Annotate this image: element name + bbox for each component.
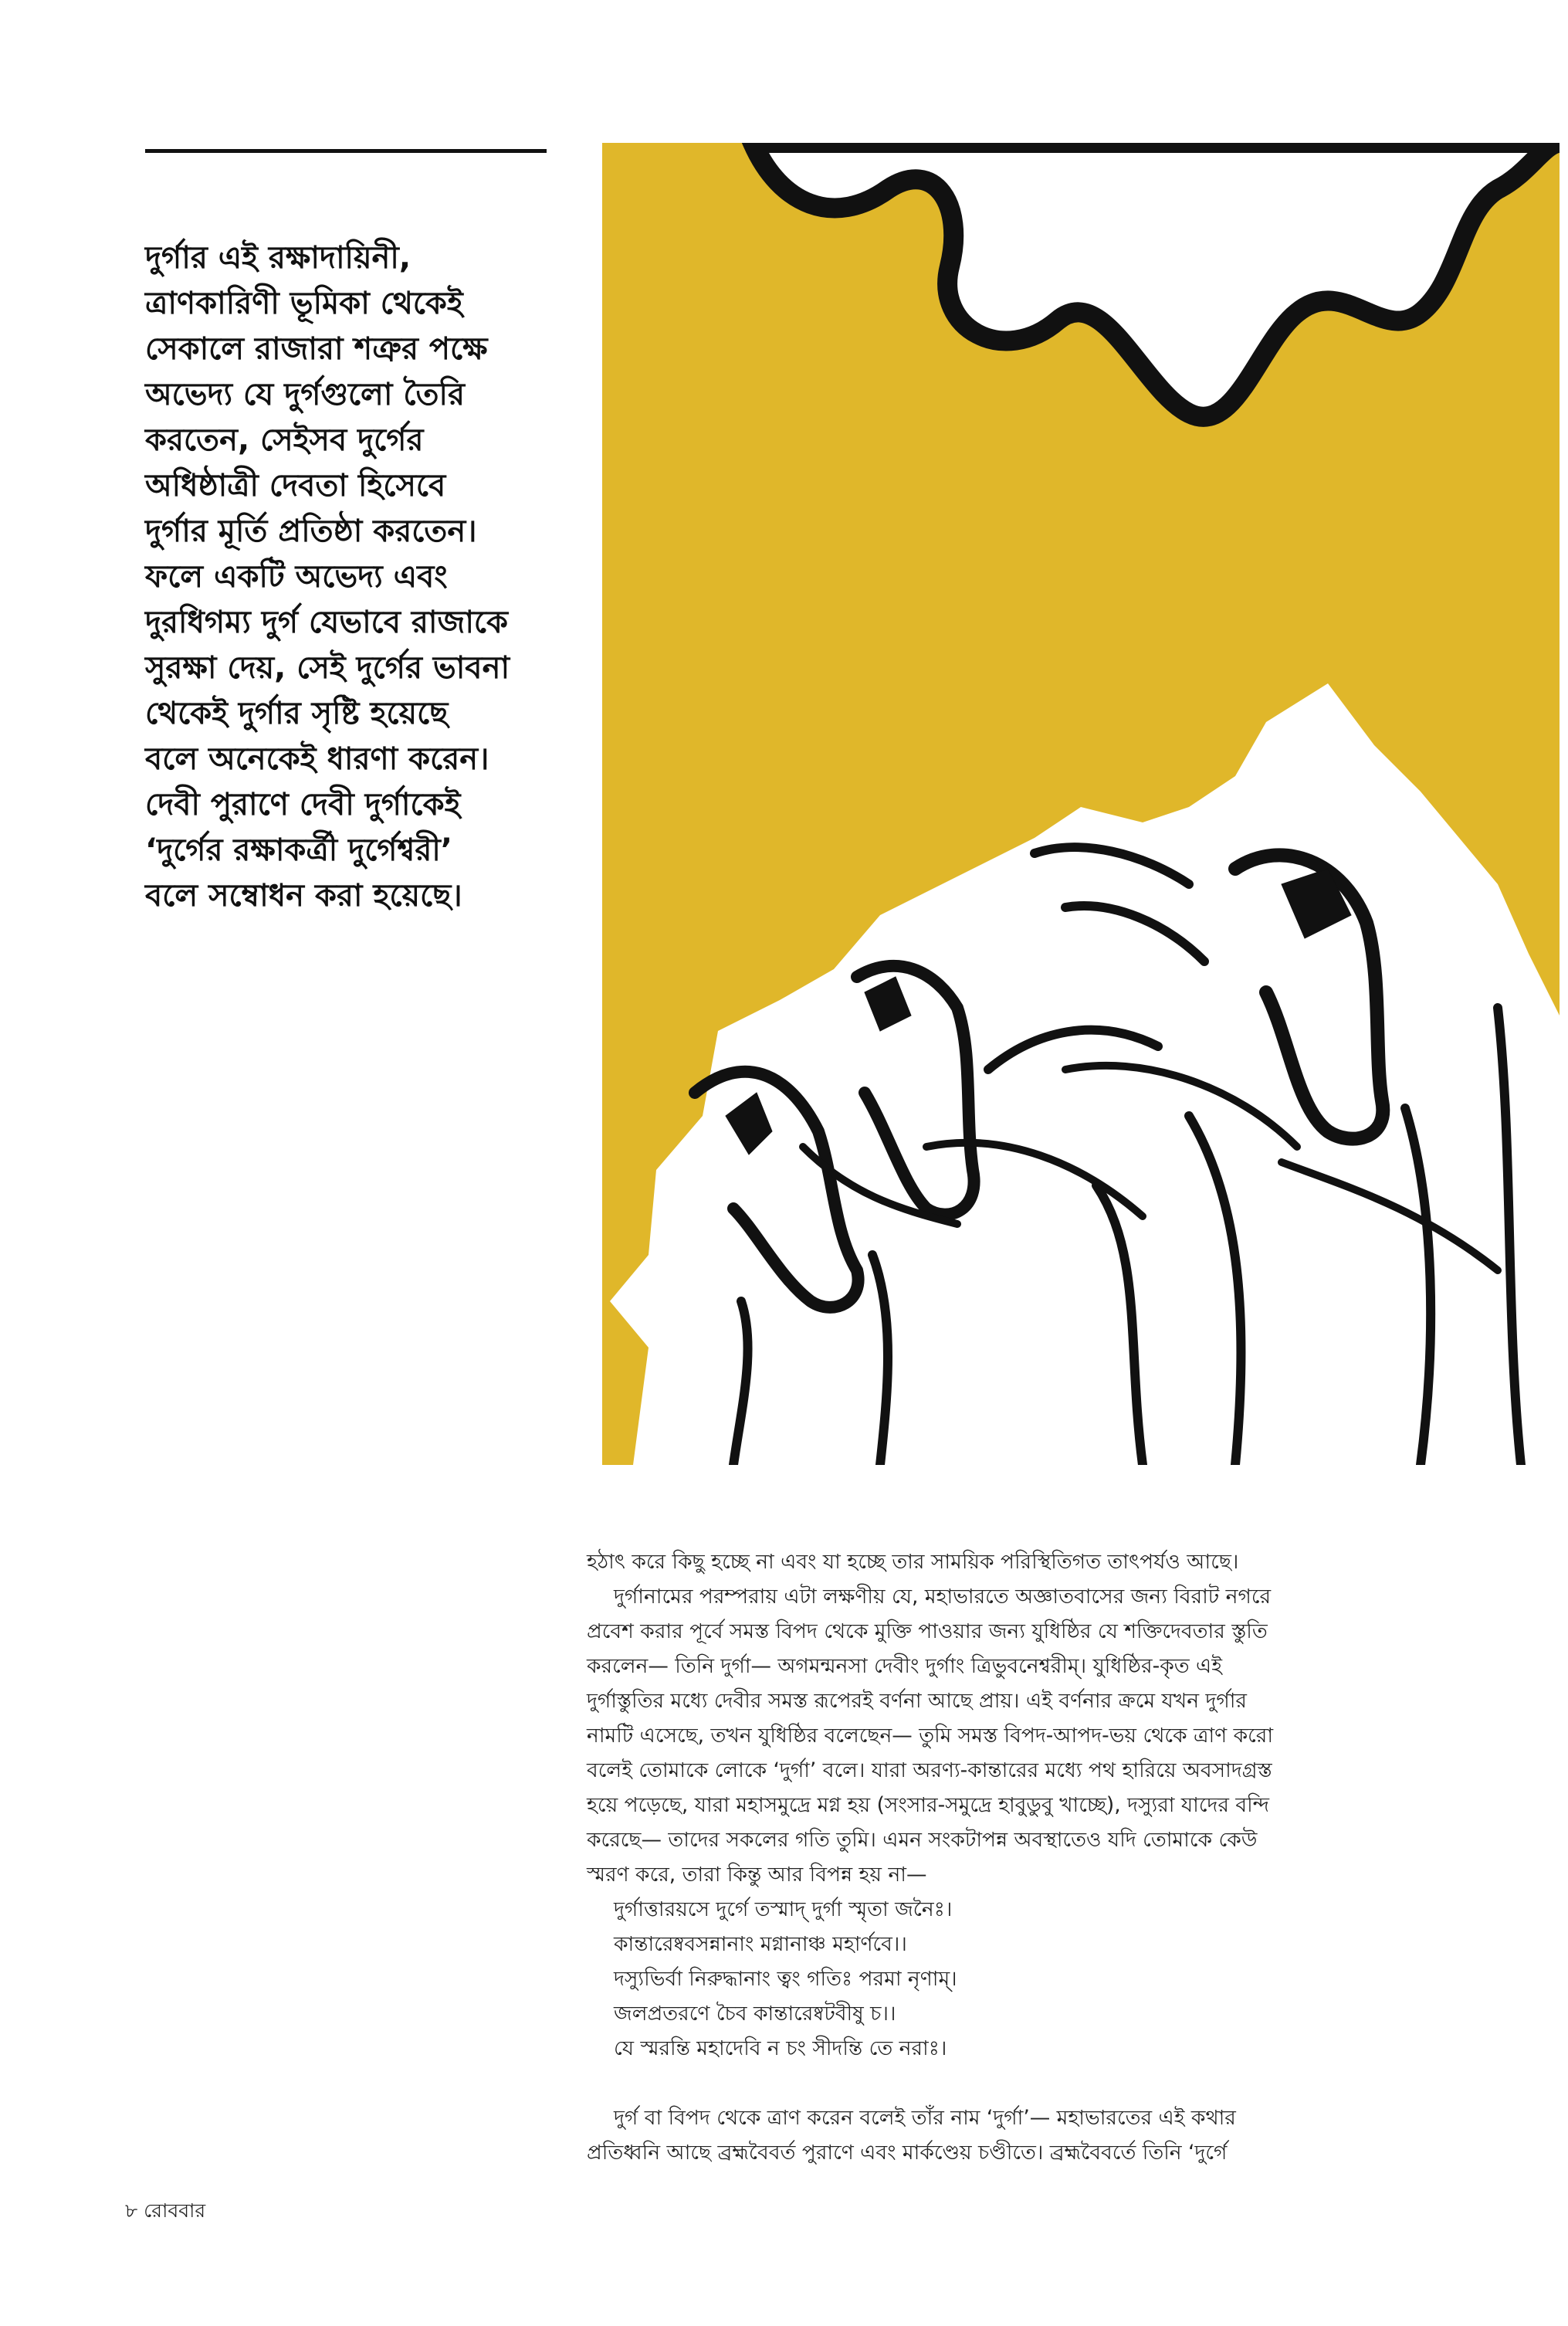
- body-line: দুর্গানামের পরম্পরায় এটা লক্ষণীয় যে, মহাভারতে অজ্ঞাতবাসের জন্য বিরাট নগরে: [614, 1585, 1272, 1609]
- verse-line: জলপ্রতরণে চৈব কান্তারেষ্বটবীষু চ।।: [614, 2002, 896, 2026]
- verse-line: দস্যুভির্বা নিরুদ্ধানাং ত্বং গতিঃ পরমা নৃণাম্।: [614, 1967, 957, 1991]
- pull-quote-line: থেকেই দুর্গার সৃষ্টি হয়েছে: [145, 696, 449, 731]
- body-line: প্রবেশ করার পূর্বে সমস্ত বিপদ থেকে মুক্তি পাওয়ার জন্য যুধিষ্ঠির যে শক্তিদেবতার স্তুতি: [587, 1619, 1268, 1643]
- body-line: স্মরণ করে, তারা কিন্তু আর বিপন্ন হয় না—: [587, 1863, 927, 1887]
- body-line: করেছে— তাদের সকলের গতি তুমি। এমন সংকটাপন্ন অবস্থাতেও যদি তোমাকে কেউ: [587, 1828, 1258, 1852]
- pull-quote-line: ত্রাণকারিণী ভূমিকা থেকেই: [145, 286, 463, 321]
- pull-quote-line: সেকালে রাজারা শত্রুর পক্ষে: [145, 331, 488, 367]
- pull-quote-line: অভেদ্য যে দুর্গগুলো তৈরি: [145, 377, 466, 412]
- body-line: হয়ে পড়েছে, যারা মহাসমুদ্রে মগ্ন হয় (সংসার-সমুদ্রে হাবুডুবু খাচ্ছে), দস্যুরা যাদের বন্দি: [587, 1793, 1270, 1817]
- body-line: দুর্গাস্তুতির মধ্যে দেবীর সমস্ত রূপেরই বর্ণনা আছে প্রায়। এই বর্ণনার ক্রমে যখন দুর্গার: [587, 1689, 1248, 1713]
- pull-quote-line: দুরধিগম্য দুর্গ যেভাবে রাজাকে: [145, 605, 508, 640]
- pull-quote-line: দুর্গার এই রক্ষাদায়িনী,: [145, 240, 411, 276]
- pull-quote-line: বলে অনেকেই ধারণা করেন।: [145, 741, 489, 777]
- top-rule: [145, 149, 547, 153]
- pull-quote: [145, 236, 562, 919]
- body-line: প্রতিধ্বনি আছে ব্রহ্মবৈবর্ত পুরাণে এবং মার্কণ্ডেয় চণ্ডীতে। ব্রহ্মবৈবর্তে তিনি ‘দুর্গে: [587, 2141, 1228, 2165]
- body-line: হঠাৎ করে কিছু হচ্ছে না এবং যা হচ্ছে তার সাময়িক পরিস্থিতিগত তাৎপর্যও আছে।: [587, 1550, 1239, 1574]
- paragraph-gap: [587, 2066, 1421, 2101]
- verse-line: দুর্গাত্তারয়সে দুর্গে তস্মাদ্ দুর্গা স্মৃতা জনৈঃ।: [614, 1897, 953, 1921]
- verse-line: কান্তারেষ্ববসন্নানাং মগ্নানাঞ্চ মহার্ণবে।।: [614, 1932, 907, 1956]
- horses-illustration: [602, 143, 1560, 1465]
- page-folio: ৮ রোববার: [125, 2199, 206, 2222]
- body-line: নামটি এসেছে, তখন যুধিষ্ঠির বলেছেন— তুমি সমস্ত বিপদ-আপদ-ভয় থেকে ত্রাণ করো: [587, 1724, 1274, 1748]
- verse-line: যে স্মরন্তি মহাদেবি ন চং সীদন্তি তে নরাঃ।: [614, 2036, 947, 2060]
- body-line: করলেন— তিনি দুর্গা— অগমন্মনসা দেবীং দুর্গাং ত্রিভুবনেশ্বরীম্। যুধিষ্ঠির-কৃত এই: [587, 1654, 1222, 1678]
- pull-quote-line: অধিষ্ঠাত্রী দেবতা হিসেবে: [145, 468, 446, 504]
- pull-quote-line: ফলে একটি অভেদ্য এবং: [145, 559, 448, 595]
- pull-quote-line: ‘দুর্গের রক্ষাকর্ত্রী দুর্গেশ্বরী’: [145, 832, 452, 868]
- body-line: বলেই তোমাকে লোকে ‘দুর্গা’ বলে। যারা অরণ্য-কান্তারের মধ্যে পথ হারিয়ে অবসাদগ্রস্ত: [587, 1758, 1272, 1782]
- body-line: দুর্গ বা বিপদ থেকে ত্রাণ করেন বলেই তাঁর নাম ‘দুর্গা’— মহাভারতের এই কথার: [614, 2106, 1236, 2130]
- pull-quote-line: দেবী পুরাণে দেবী দুর্গাকেই: [145, 787, 461, 822]
- pull-quote-line: বলে সম্বোধন করা হয়েছে।: [145, 878, 462, 914]
- pull-quote-line: দুর্গার মূর্তি প্রতিষ্ঠা করতেন।: [145, 514, 477, 549]
- pull-quote-line: সুরক্ষা দেয়, সেই দুর্গের ভাবনা: [145, 650, 510, 686]
- body-text: [587, 1544, 1421, 2170]
- pull-quote-line: করতেন, সেইসব দুর্গের: [145, 422, 424, 458]
